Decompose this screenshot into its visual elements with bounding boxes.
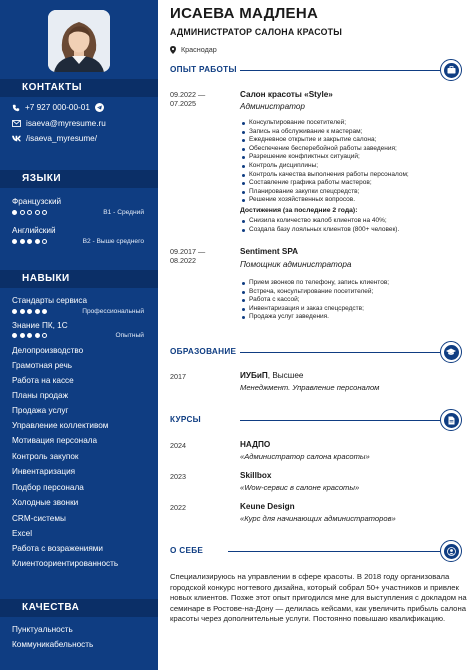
job-date-end: 07.2025 [170,99,196,108]
duty-item: Планирование закупки спецсредств; [240,188,409,197]
duty-item: Решение хозяйственных вопросов. [240,196,409,205]
skill-item: Работа на кассе [12,376,74,385]
course-desc: «Курс для начинающих администраторов» [240,514,396,523]
skill-level: Опытный [115,332,144,339]
quality-item: Коммуникабельность [12,640,94,649]
course-year: 2022 [170,503,186,512]
education-specialty: Менеджмент. Управление персоналом [240,383,380,392]
achievements-title: Достижения (за последние 2 года): [240,207,358,214]
language-name: Английский [12,226,56,235]
job-role: Администратор [240,102,305,111]
city-text: Краснодар [181,45,217,54]
phone-icon [12,104,20,112]
courses-section-title: КУРСЫ [170,415,201,424]
user-icon [440,540,462,562]
course-desc: «Wow-сервис в салоне красоты» [240,483,360,492]
job-company: Салон красоты «Style» [240,90,333,99]
skill-item: Грамотная речь [12,361,72,370]
vk-row[interactable] [12,134,97,143]
course-year: 2024 [170,441,186,450]
full-name: ИСАЕВА МАДЛЕНА [170,5,319,22]
vk-icon [12,135,21,142]
job-duties-list [240,119,409,205]
skill-item: Инвентаризация [12,467,76,476]
achievement-item: Снизила количество жалоб клиентов на 40%; [240,217,399,226]
job-duties-list [240,279,389,322]
rated-skill-name: Знание ПК, 1С [12,321,68,330]
sidebar [0,0,158,670]
skill-level: Профессиональный [82,308,144,315]
experience-section-title: ОПЫТ РАБОТЫ [170,65,237,74]
duty-item: Разрешение конфликтных ситуаций; [240,153,409,162]
duty-item: Прием звонков по телефону, запись клиентов; [240,279,389,288]
email-row[interactable] [12,119,106,128]
rated-skill-name: Стандарты сервиса [12,296,88,305]
skill-item: Холодные звонки [12,498,79,507]
main-content [158,0,473,670]
section-divider [228,551,440,552]
duty-item: Контроль качества выполнения работы персоналом; [240,171,409,180]
skill-item: Контроль закупок [12,452,79,461]
mail-icon [12,120,21,127]
language-level-dots [12,210,47,215]
education-section-title: ОБРАЗОВАНИЕ [170,347,237,356]
skill-item: Работа с возражениями [12,544,104,553]
job-date-start: 09.2022 — [170,90,206,99]
job-date-end: 08.2022 [170,256,196,265]
skill-item: Мотивация персонала [12,436,98,445]
language-name: Французский [12,197,62,206]
school-name: ИУБиП [240,371,268,380]
education-year: 2017 [170,372,186,381]
duty-item: Продажа услуг заведения. [240,313,389,322]
duty-item: Составление графика работы мастеров; [240,179,409,188]
skill-item: CRM-системы [12,514,66,523]
skill-item: Управление коллективом [12,421,109,430]
briefcase-icon [440,59,462,81]
language-level: B2 - Выше среднего [82,238,144,245]
section-divider [240,420,440,421]
location [170,45,217,54]
duty-item: Консультирование посетителей; [240,119,409,128]
skill-level-dots [12,333,47,338]
vk-text: /isaeva_myresume/ [26,134,97,143]
course-name: Skillbox [240,471,272,480]
course-desc: «Администратор салона красоты» [240,452,370,461]
duty-item: Контроль дисциплины; [240,162,409,171]
course-name: НАДПО [240,440,271,449]
language-level-dots [12,239,47,244]
language-level: B1 - Средний [103,209,144,216]
section-divider [240,352,440,353]
duty-item: Обеспечение бесперебойной работы заведения; [240,145,409,154]
job-position: АДМИНИСТРАТОР САЛОНА КРАСОТЫ [170,27,343,37]
skill-item: Планы продаж [12,391,69,400]
about-section-title: О СЕБЕ [170,546,204,555]
profile-photo [48,10,110,72]
duty-item: Инвентаризация и заказ спецсредств; [240,305,389,314]
course-year: 2023 [170,472,186,481]
skill-item: Подбор персонала [12,483,84,492]
achievements-list [240,217,399,234]
achievement-item: Создала базу лояльных клиентов (800+ человек). [240,226,399,235]
quality-item: Пунктуальность [12,625,73,634]
email-text: isaeva@myresume.ru [26,119,106,128]
document-icon [440,409,462,431]
graduation-cap-icon [440,341,462,363]
duty-item: Ежедневное открытие и закрытие салона; [240,136,409,145]
job-date-start: 09.2017 — [170,247,206,256]
duty-item: Запись на обслуживание к мастерам; [240,128,409,137]
course-name: Keune Design [240,502,295,511]
telegram-icon[interactable] [95,103,104,112]
location-pin-icon [170,46,176,54]
qualities-header: КАЧЕСТВА [0,599,158,617]
skills-header: НАВЫКИ [0,270,158,288]
education-school [240,371,303,380]
skill-item: Excel [12,529,33,538]
section-divider [240,70,440,71]
degree: , Высшее [267,371,304,380]
duty-item: Встреча, консультирование посетителей; [240,288,389,297]
job-role: Помощник администратора [240,260,352,269]
skill-item: Продажа услуг [12,406,69,415]
job-company: Sentiment SPA [240,247,299,256]
languages-header: ЯЗЫКИ [0,170,158,188]
phone-text: +7 927 000-00-01 [25,103,90,112]
about-text: Специализируюсь на управлении в сфере красоты. В 2018 году организовала городской конкурс ногтевого дизайна, который собрал 50+ участников и привлек новых клиентов. Позже этот опыт пригодился мне для выступления с докладом на семинаре в Ростове-на-Дону — делилась кейсами, как увеличить прибыль салона красоты через дополнительные услуги. Постоянно повышаю квалификацию. [170,572,467,624]
skill-level-dots [12,309,47,314]
contacts-header: КОНТАКТЫ [0,79,158,97]
phone-row[interactable] [12,103,104,112]
skill-item: Делопроизводство [12,346,84,355]
skill-item: Клиентоориентированность [12,559,119,568]
duty-item: Работа с кассой; [240,296,389,305]
